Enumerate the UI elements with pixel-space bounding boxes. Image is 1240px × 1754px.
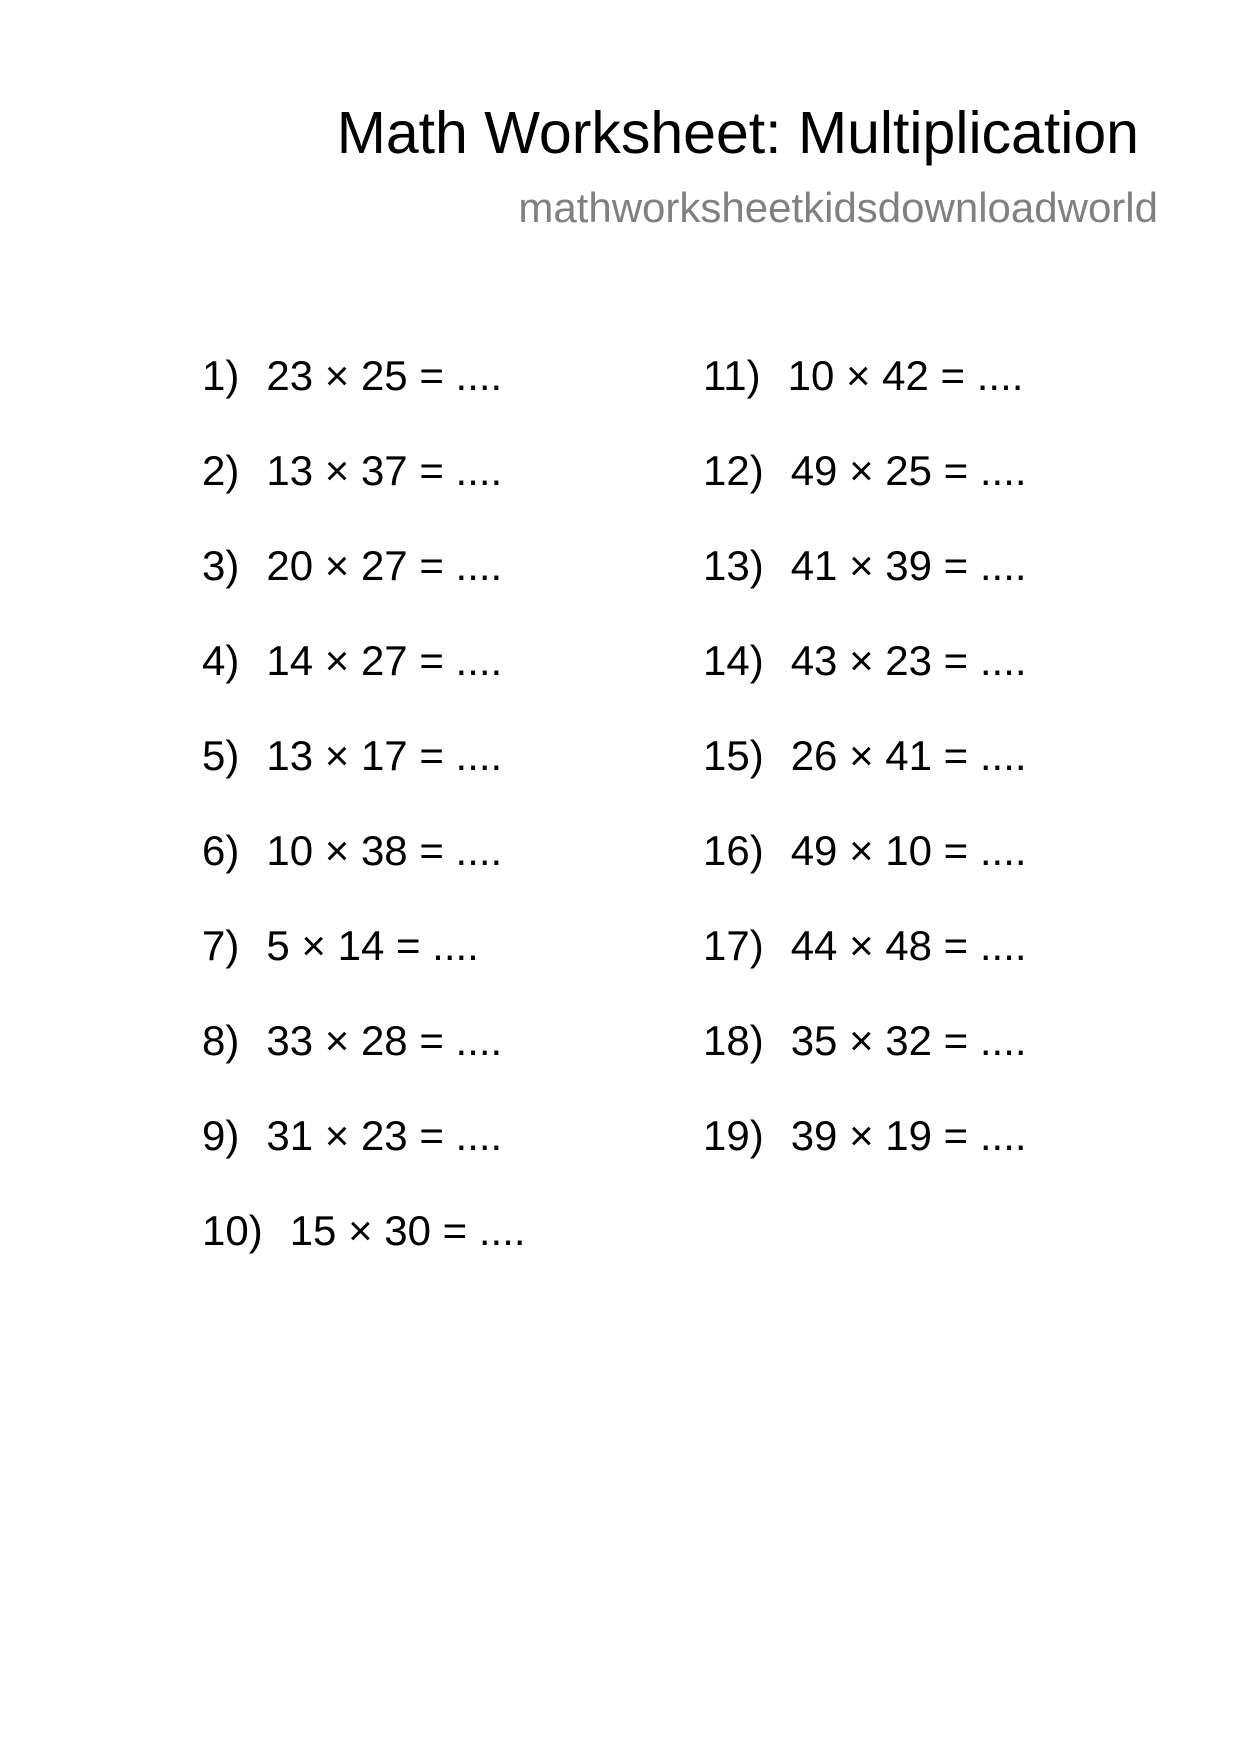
problem-number: 11) [703, 352, 761, 399]
problem-item [703, 1016, 1027, 1111]
problem-expression: 49 × 25 = .... [790, 447, 1027, 494]
problem-number: 3) [202, 542, 240, 589]
problem-item [703, 1111, 1027, 1206]
problem-expression: 35 × 32 = .... [790, 1017, 1027, 1064]
problem-number: 16) [703, 827, 764, 874]
problem-item [202, 1016, 526, 1111]
problem-item [703, 731, 1027, 826]
problem-number: 4) [202, 637, 240, 684]
problem-number: 17) [703, 922, 764, 969]
problem-number: 9) [202, 1112, 240, 1159]
problem-item [703, 541, 1027, 636]
problem-number: 6) [202, 827, 240, 874]
problem-expression: 5 × 14 = .... [266, 922, 479, 969]
problem-number: 1) [202, 352, 240, 399]
problem-item [703, 826, 1027, 921]
problem-expression: 10 × 42 = .... [787, 352, 1024, 399]
problem-item [703, 351, 1027, 446]
problem-item [202, 1206, 526, 1301]
problem-expression: 43 × 23 = .... [790, 637, 1027, 684]
problem-expression: 41 × 39 = .... [790, 542, 1027, 589]
problem-item [202, 826, 526, 921]
page-title: Math Worksheet: Multiplication [336, 100, 1139, 166]
problem-expression: 13 × 37 = .... [266, 447, 503, 494]
problem-number: 2) [202, 447, 240, 494]
problem-number: 12) [703, 447, 764, 494]
problem-number: 13) [703, 542, 764, 589]
problem-expression: 49 × 10 = .... [790, 827, 1027, 874]
problem-item [202, 446, 526, 541]
problem-item [202, 351, 526, 446]
problem-number: 5) [202, 732, 240, 779]
problem-expression: 39 × 19 = .... [790, 1112, 1027, 1159]
problem-number: 8) [202, 1017, 240, 1064]
problem-expression: 10 × 38 = .... [266, 827, 503, 874]
problem-expression: 26 × 41 = .... [790, 732, 1027, 779]
problem-expression: 33 × 28 = .... [266, 1017, 503, 1064]
problem-number: 7) [202, 922, 240, 969]
problem-expression: 13 × 17 = .... [266, 732, 503, 779]
problem-expression: 20 × 27 = .... [266, 542, 503, 589]
problem-expression: 14 × 27 = .... [266, 637, 503, 684]
problem-column-left [202, 351, 526, 1301]
problem-expression: 31 × 23 = .... [266, 1112, 503, 1159]
problem-number: 18) [703, 1017, 764, 1064]
problem-number: 15) [703, 732, 764, 779]
problem-item [202, 921, 526, 1016]
problem-expression: 15 × 30 = .... [289, 1207, 526, 1254]
problem-item [202, 636, 526, 731]
problem-item [703, 446, 1027, 541]
problem-item [703, 636, 1027, 731]
problem-expression: 44 × 48 = .... [790, 922, 1027, 969]
problem-item [703, 921, 1027, 1016]
problem-column-right [703, 351, 1027, 1206]
problem-item [202, 731, 526, 826]
problem-item [202, 541, 526, 636]
page-subtitle: mathworksheetkidsdownloadworld [518, 184, 1158, 231]
problem-item [202, 1111, 526, 1206]
problem-number: 10) [202, 1207, 263, 1254]
problem-expression: 23 × 25 = .... [266, 352, 503, 399]
problem-number: 14) [703, 637, 764, 684]
problem-number: 19) [703, 1112, 764, 1159]
